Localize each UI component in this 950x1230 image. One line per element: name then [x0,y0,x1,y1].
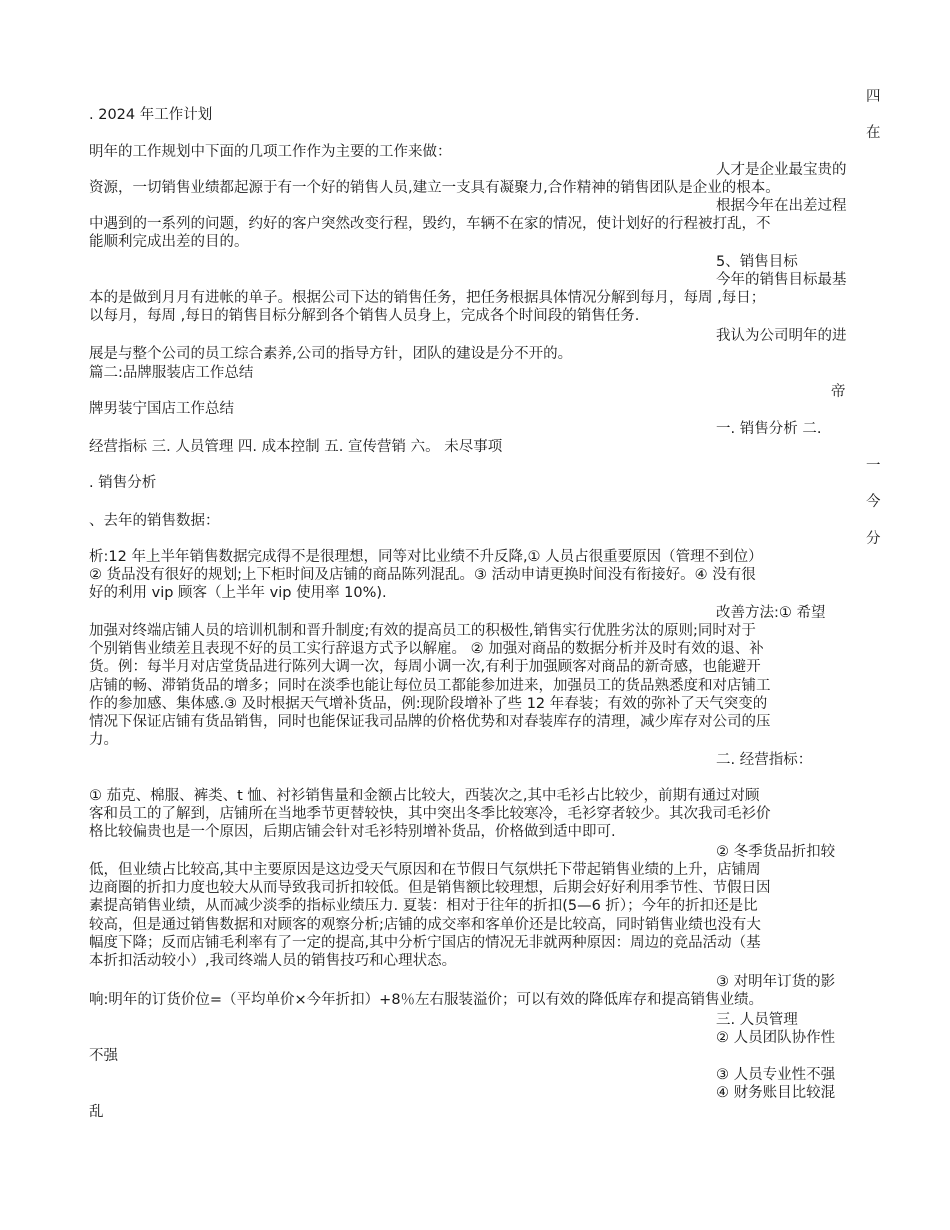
text-line: 一 [866,458,881,474]
text-line: 根据今年在出差过程 [716,198,847,214]
text-line: 力。 [89,732,118,748]
text-line: 分 [866,531,881,547]
text-line: . 2024 年工作计划 [89,107,213,123]
text-line: 经营指标 三. 人员管理 四. 成本控制 五. 宣传营销 六。 未尽事项 [89,439,503,455]
text-line: 资源，一切销售业绩都起源于有一个好的销售人员,建立一支具有凝聚力,合作精神的销售团队是企业的根本。 [89,180,780,196]
text-line: ③ 对明年订货的影 [716,974,836,990]
text-line: . 销售分析 [89,475,157,491]
text-line: 本的是做到月月有进帐的单子。根据公司下达的销售任务，把任务根据具体情况分解到每月，每周 ,每日； [89,290,766,306]
text-line: 二. 经营指标： [716,752,813,768]
text-line: 幅度下降；反而店铺毛利率有了一定的提高,其中分析宁国店的情况无非就两种原因：周边的竞品活动（基 [89,935,761,951]
text-line: 5、销售目标 [716,254,798,270]
text-line: ② 货品没有很好的规划;上下柜时间及店铺的商品陈列混乱。③ 活动申请更换时间没有衔接好。④ 没有很 [89,567,756,583]
text-line: 情况下保证店铺有货品销售，同时也能保证我司品牌的价格优势和对春装库存的清理，减少库存对公司的压 [89,714,771,730]
text-line: 不强 [89,1048,118,1064]
text-line: 个别销售业绩差且表现不好的员工实行辞退方式予以解雇。 ② 加强对商品的数据分析并及时有效的退、补 [89,641,764,657]
text-line: 以每月，每周 ,每日的销售目标分解到各个销售人员身上，完成各个时间段的销售任务. [89,308,640,324]
text-line: 店铺的畅、滞销货品的增多；同时在淡季也能让每位员工都能参加进来，加强员工的货品熟悉度和对店铺工 [89,678,771,694]
text-line: ② 冬季货品折扣较 [716,844,836,860]
text-line: 今年的销售目标最基 [716,272,847,288]
text-line: 析:12 年上半年销售数据完成得不是很理想，同等对比业绩不升反降,① 人员占很重要原因（管理不到位） [89,549,763,565]
text-line: 人才是企业最宝贵的 [716,162,847,178]
text-line: 在 [866,125,881,141]
text-line: 本折扣活动较小）,我司终端人员的销售技巧和心理状态。 [89,953,457,969]
text-line: 作的参加感、集体感.③ 及时根据天气增补货品，例:现阶段增补了些 12 年春装；有效的弥补了天气突变的 [89,696,768,712]
text-line: 响:明年的订货价位=（平均单价×今年折扣）+8％左右服装溢价；可以有效的降低库存和提高销售业绩。 [89,992,764,1008]
text-line: ① 茄克、棉服、裤类、t 恤、衬衫销售量和金额占比较大，西装次之,其中毛衫占比较少，前期有通过对顾 [89,788,760,804]
text-line: 加强对终端店铺人员的培训机制和晋升制度;有效的提高员工的积极性,销售实行优胜劣汰的原则;同时对于 [89,623,756,639]
text-line: ② 人员团队协作性 [716,1030,836,1046]
text-line: ③ 人员专业性不强 [716,1067,836,1083]
text-line: 篇二:品牌服装店工作总结 [89,365,254,381]
text-line: 今 [866,494,881,510]
text-line: 明年的工作规划中下面的几项工作作为主要的工作来做： [89,144,452,160]
text-line: 较高，但是通过销售数据和对顾客的观察分析;店铺的成交率和客单价还是比较高，同时销售业绩也没有大 [89,917,761,933]
text-line: 格比较偏贵也是一个原因，后期店铺会针对毛衫特别增补货品，价格做到适中即可. [89,824,616,840]
text-line: 好的利用 vip 顾客（上半年 vip 使用率 10%). [89,585,387,601]
text-line: 我认为公司明年的进 [716,328,847,344]
text-line: 客和员工的了解到，店铺所在当地季节更替较快，其中突出冬季比较寒冷，毛衫穿者较少。其次我司毛衫价 [89,806,771,822]
text-line: 展是与整个公司的员工综合素养,公司的指导方针，团队的建设是分不开的。 [89,346,573,362]
text-line: 帝 [831,384,846,400]
text-line: 一. 销售分析 二. [716,421,822,437]
text-line: 四 [866,89,881,105]
text-line: 、去年的销售数据： [89,513,220,529]
text-line: 货。例：每半月对店堂货品进行陈列大调一次，每周小调一次,有利于加强顾客对商品的新奇感，也能避开 [89,659,761,675]
text-line: 乱 [89,1104,104,1120]
text-line: 改善方法:① 希望 [716,605,826,621]
text-line: 牌男装宁国店工作总结 [89,401,234,417]
text-line: 能顺利完成出差的目的。 [89,234,249,250]
text-line: 素提高销售业绩，从而减少淡季的指标业绩压力. 夏装：相对于往年的折扣(5—6 折）；今年的折扣还是比 [89,898,758,914]
text-line: ④ 财务账目比较混 [716,1085,836,1101]
text-line: 中遇到的一系列的问题，约好的客户突然改变行程，毁约，车辆不在家的情况，使计划好的行程被打乱，不 [89,216,771,232]
text-line: 边商圈的折扣力度也较大从而导致我司折扣较低。但是销售额比较理想，后期会好好利用季节性、节假日因 [89,880,771,896]
text-line: 三. 人员管理 [716,1012,798,1028]
text-line: 低，但业绩占比较高,其中主要原因是这边受天气原因和在节假日气氛烘托下带起销售业绩的上升，店铺周 [89,862,761,878]
